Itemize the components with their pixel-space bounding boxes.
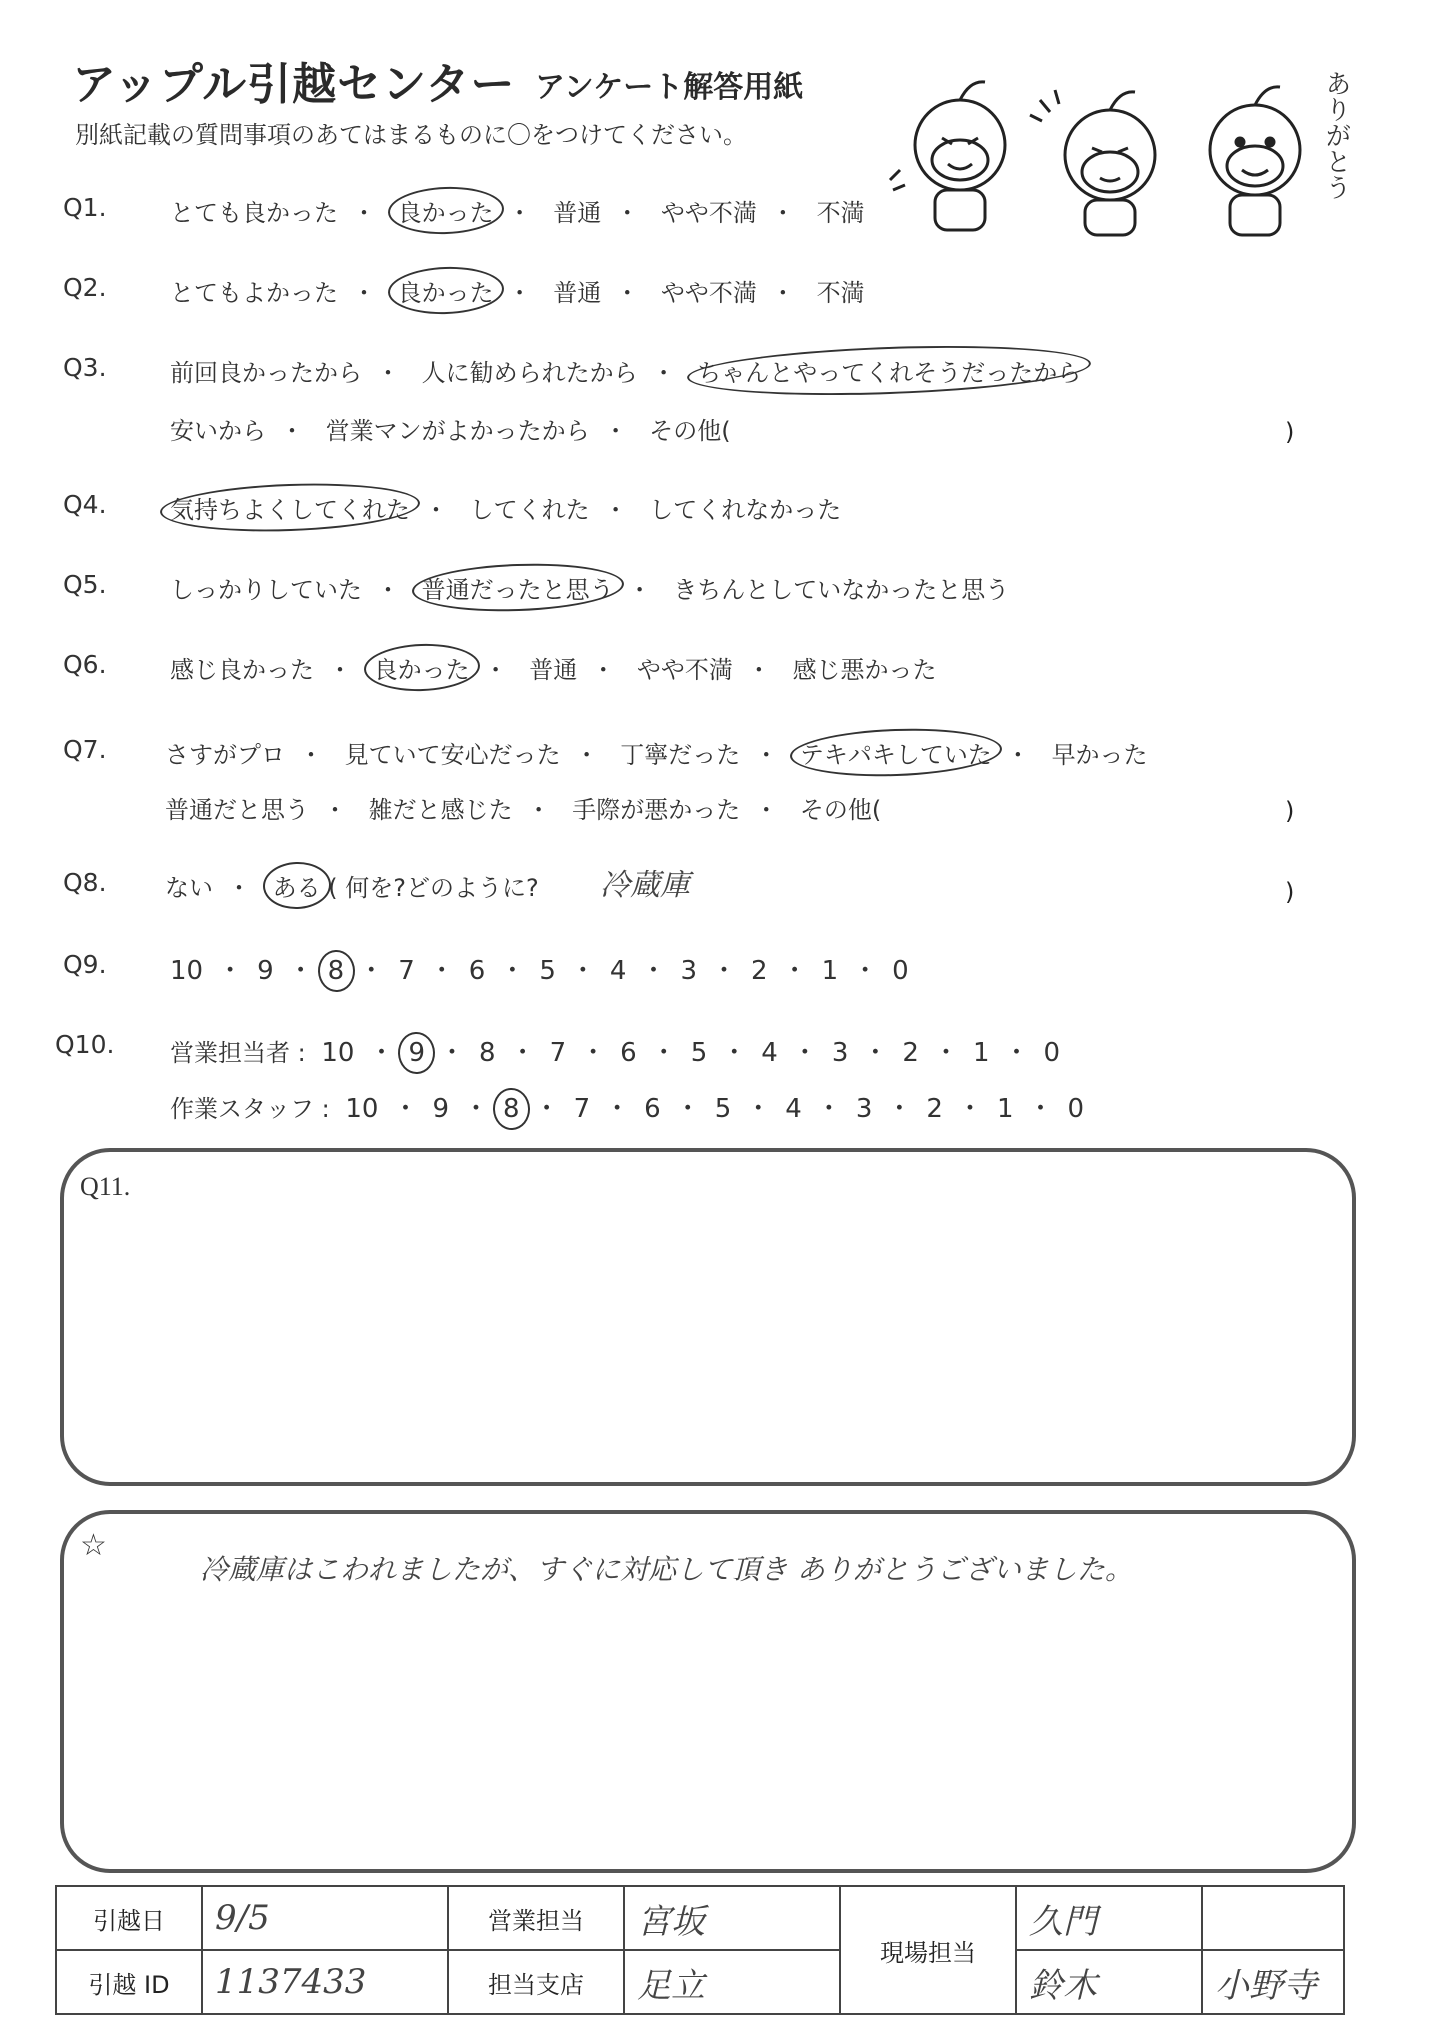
- q4-option-selected[interactable]: 気持ちよくしてくれた: [170, 490, 410, 525]
- separator-dot: ・: [852, 956, 879, 986]
- q9-score[interactable]: 3: [680, 956, 698, 986]
- q10-staff-score-selected[interactable]: 8: [503, 1094, 520, 1124]
- separator-dot: ・: [650, 1038, 677, 1068]
- q7-option[interactable]: 見ていて安心だった: [344, 741, 561, 769]
- q4-options: 気持ちよくしてくれた ・ してくれた ・ してくれなかった: [170, 490, 841, 525]
- q10-staff-score[interactable]: 2: [926, 1094, 943, 1124]
- q7-label: Q7.: [63, 735, 107, 764]
- form-subtitle: アンケート解答用紙: [535, 70, 804, 105]
- monkey-mascot-illustration: [880, 60, 1360, 240]
- separator-dot: ・: [674, 1094, 701, 1124]
- q5-option-selected[interactable]: 普通だったと思う: [422, 570, 614, 605]
- q6-option[interactable]: 感じ良かった: [170, 656, 314, 684]
- q10-row-staff: [170, 1088, 1084, 1125]
- q11-label: Q11.: [80, 1172, 131, 1201]
- move-id-label: 引越 ID: [56, 1950, 202, 2014]
- q1-option-selected[interactable]: 良かった: [398, 193, 494, 228]
- q2-option[interactable]: 普通: [553, 279, 602, 307]
- q1-option[interactable]: 不満: [816, 199, 865, 227]
- separator-dot: ・: [932, 1038, 959, 1068]
- q7-option[interactable]: 手際が悪かった: [572, 796, 741, 824]
- q9-score[interactable]: 7: [398, 956, 415, 986]
- q5-option[interactable]: きちんとしていなかったと思う: [673, 576, 1010, 604]
- q1-options: とても良かった ・ 良かった ・ 普通 ・ やや不満 ・ 不満: [170, 193, 865, 228]
- instruction-text: 別紙記載の質問事項のあてはまるものに〇をつけてください。: [75, 121, 747, 149]
- thanks-vertical-text: ありがとう: [1321, 70, 1351, 200]
- q7-option[interactable]: 丁寧だった: [620, 741, 741, 769]
- move-date-label: 引越日: [56, 1886, 202, 1950]
- q10-staff-score[interactable]: 4: [785, 1094, 802, 1124]
- q7-close-paren: ): [1285, 797, 1295, 825]
- q7-options: さすがプロ ・ 見ていて安心だった ・ 丁寧だった ・ テキパキしていた ・ 早かった: [165, 735, 1148, 770]
- q5-options: しっかりしていた ・ 普通だったと思う ・ きちんとしていなかったと思う: [170, 570, 1009, 605]
- q6-option[interactable]: やや不満: [636, 656, 733, 684]
- q7-option[interactable]: 雑だと感じた: [368, 796, 513, 824]
- separator-dot: ・: [499, 956, 526, 986]
- separator-dot: ・: [287, 956, 314, 986]
- q6-option-selected[interactable]: 良かった: [374, 650, 470, 685]
- q10-staff-score[interactable]: 3: [855, 1094, 873, 1124]
- q9-score-selected[interactable]: 8: [327, 956, 345, 986]
- q2-options: とてもよかった ・ 良かった ・ 普通 ・ やや不満 ・ 不満: [170, 273, 865, 308]
- star-icon: ☆: [80, 1529, 107, 1562]
- site-staff-empty: [1202, 1886, 1344, 1950]
- branch-label: 担当支店: [448, 1950, 624, 2014]
- separator-dot: ・: [781, 956, 808, 986]
- separator-dot: ・: [1027, 1094, 1054, 1124]
- separator-dot: ・: [569, 956, 596, 986]
- separator-dot: ・: [815, 1094, 842, 1124]
- q1-option[interactable]: とても良かった: [170, 199, 338, 227]
- q10-sales-score[interactable]: 1: [972, 1038, 990, 1068]
- q10-staff-score[interactable]: 6: [644, 1094, 661, 1124]
- q10-staff-name: 作業スタッフ :: [170, 1095, 330, 1123]
- separator-dot: ・: [217, 956, 244, 986]
- separator-dot: ・: [886, 1094, 913, 1124]
- q3-option-other[interactable]: その他(: [649, 417, 731, 445]
- q9-options: [170, 950, 909, 987]
- separator-dot: ・: [392, 1094, 419, 1124]
- q8-close-paren: ): [1285, 878, 1295, 906]
- separator-dot: ・: [711, 956, 738, 986]
- q10-sales-options: [321, 1038, 1060, 1068]
- q3-option[interactable]: 前回良かったから: [170, 359, 362, 387]
- q11-box[interactable]: [60, 1148, 1356, 1486]
- q10-sales-score[interactable]: 2: [902, 1038, 919, 1068]
- q10-staff-score[interactable]: 9: [432, 1094, 450, 1124]
- q10-sales-name: 営業担当者 :: [170, 1039, 306, 1067]
- site-staff-1[interactable]: 久門: [1016, 1886, 1202, 1950]
- q1-label: Q1.: [63, 193, 107, 222]
- form-title: アップル引越センター: [72, 59, 516, 110]
- q9-score[interactable]: 5: [539, 956, 556, 986]
- q10-sales-score[interactable]: 7: [549, 1038, 567, 1068]
- monkey-mascot-left: [890, 82, 1005, 230]
- q2-option-selected[interactable]: 良かった: [398, 273, 494, 308]
- q4-label: Q4.: [63, 490, 107, 519]
- q3-option[interactable]: 人に勧められたから: [421, 359, 638, 387]
- q10-staff-score[interactable]: 0: [1067, 1094, 1085, 1124]
- q9-score[interactable]: 9: [257, 956, 274, 986]
- q10-sales-score[interactable]: 8: [479, 1038, 496, 1068]
- q2-label: Q2.: [63, 273, 107, 302]
- move-id-value[interactable]: 1137433: [202, 1950, 448, 2014]
- q8-prompt: ( 何を?どのように?: [328, 874, 539, 902]
- q7-option[interactable]: さすがプロ: [165, 741, 285, 769]
- q6-option[interactable]: 感じ悪かった: [792, 656, 937, 684]
- q10-staff-score[interactable]: 5: [714, 1094, 732, 1124]
- separator-dot: ・: [463, 1094, 490, 1124]
- q1-option[interactable]: 普通: [553, 199, 602, 227]
- q6-option[interactable]: 普通: [529, 656, 578, 684]
- q9-score[interactable]: 2: [751, 956, 768, 986]
- site-staff-3[interactable]: 小野寺: [1202, 1950, 1344, 2014]
- q8-option[interactable]: ない: [165, 874, 213, 902]
- q8-handwritten-answer[interactable]: 冷蔵庫: [600, 868, 690, 903]
- separator-dot: ・: [791, 1038, 818, 1068]
- q3-options-row2: 安いから ・ 営業マンがよかったから ・ その他(: [170, 411, 731, 446]
- q9-score[interactable]: 10: [170, 956, 204, 986]
- q7-option-selected[interactable]: テキパキしていた: [800, 735, 992, 770]
- branch-value[interactable]: 足立: [624, 1950, 840, 2014]
- q4-option[interactable]: してくれなかった: [649, 496, 842, 524]
- q3-option[interactable]: 安いから: [170, 417, 266, 445]
- q10-sales-score[interactable]: 0: [1043, 1038, 1061, 1068]
- sales-label: 営業担当: [448, 1886, 624, 1950]
- q10-sales-score[interactable]: 4: [761, 1038, 778, 1068]
- separator-dot: ・: [580, 1038, 607, 1068]
- q10-row-sales: [170, 1032, 1060, 1069]
- separator-dot: ・: [862, 1038, 889, 1068]
- q7-option[interactable]: 早かった: [1051, 741, 1148, 769]
- separator-dot: ・: [533, 1094, 560, 1124]
- q10-staff-options: [345, 1094, 1084, 1124]
- q10-sales-score-selected[interactable]: 9: [408, 1038, 426, 1068]
- monkey-mascot-right: [1210, 87, 1300, 235]
- move-date-value[interactable]: 9/5: [202, 1886, 448, 1950]
- q6-label: Q6.: [63, 650, 107, 679]
- separator-dot: ・: [956, 1094, 983, 1124]
- separator-dot: ・: [358, 956, 385, 986]
- monkey-mascot-middle: [1030, 90, 1155, 235]
- separator-dot: ・: [640, 956, 667, 986]
- separator-dot: ・: [745, 1094, 772, 1124]
- separator-dot: ・: [368, 1038, 395, 1068]
- q3-close-paren: ): [1285, 418, 1295, 446]
- q3-option[interactable]: 営業マンがよかったから: [325, 417, 590, 445]
- site-staff-label: 現場担当: [840, 1886, 1016, 2014]
- separator-dot: ・: [509, 1038, 536, 1068]
- q5-label: Q5.: [63, 570, 107, 599]
- q10-sales-score[interactable]: 6: [620, 1038, 637, 1068]
- q3-label: Q3.: [63, 353, 107, 382]
- q4-option[interactable]: してくれた: [469, 496, 590, 524]
- q10-label: Q10.: [55, 1030, 115, 1059]
- q2-option[interactable]: 不満: [816, 279, 865, 307]
- sales-value[interactable]: 宮坂: [624, 1886, 840, 1950]
- separator-dot: ・: [1003, 1038, 1030, 1068]
- separator-dot: ・: [604, 1094, 631, 1124]
- q8-option-selected[interactable]: ある: [273, 868, 321, 903]
- q3-options: 前回良かったから ・ 人に勧められたから ・ ちゃんとやってくれそうだったから: [170, 353, 1081, 388]
- q2-option[interactable]: とてもよかった: [170, 279, 338, 307]
- q7-option[interactable]: 普通だと思う: [165, 796, 309, 824]
- q9-score[interactable]: 6: [468, 956, 486, 986]
- q9-score[interactable]: 4: [609, 956, 627, 986]
- q7-option-other[interactable]: その他(: [799, 796, 882, 824]
- q8-label: Q8.: [63, 868, 107, 897]
- q10-staff-score[interactable]: 10: [345, 1094, 379, 1124]
- separator-dot: ・: [428, 956, 455, 986]
- q9-score[interactable]: 0: [892, 956, 909, 986]
- q9-score[interactable]: 1: [821, 956, 839, 986]
- q2-option[interactable]: やや不満: [660, 279, 757, 307]
- move-info-table: [55, 1885, 1345, 2015]
- q10-sales-score[interactable]: 5: [690, 1038, 708, 1068]
- handwritten-comment: 冷蔵庫はこわれましたが、すぐに対応して頂き ありがとうございました。: [200, 1553, 1133, 1586]
- q10-sales-score[interactable]: 3: [831, 1038, 849, 1068]
- separator-dot: ・: [439, 1038, 466, 1068]
- q3-option-selected[interactable]: ちゃんとやってくれそうだったから: [697, 353, 1081, 388]
- q1-option[interactable]: やや不満: [660, 199, 757, 227]
- separator-dot: ・: [721, 1038, 748, 1068]
- q10-staff-score[interactable]: 1: [996, 1094, 1014, 1124]
- q5-option[interactable]: しっかりしていた: [170, 576, 362, 604]
- q10-sales-score[interactable]: 10: [321, 1038, 355, 1068]
- site-staff-2[interactable]: 鈴木: [1016, 1950, 1202, 2014]
- q9-label: Q9.: [63, 950, 107, 979]
- q10-staff-score[interactable]: 7: [573, 1094, 591, 1124]
- q7-options-row2: 普通だと思う ・ 雑だと感じた ・ 手際が悪かった ・ その他(: [165, 790, 881, 825]
- q6-options: 感じ良かった ・ 良かった ・ 普通 ・ やや不満 ・ 感じ悪かった: [170, 650, 937, 685]
- q8-options: ない ・ ある ( 何を?どのように?: [165, 868, 539, 903]
